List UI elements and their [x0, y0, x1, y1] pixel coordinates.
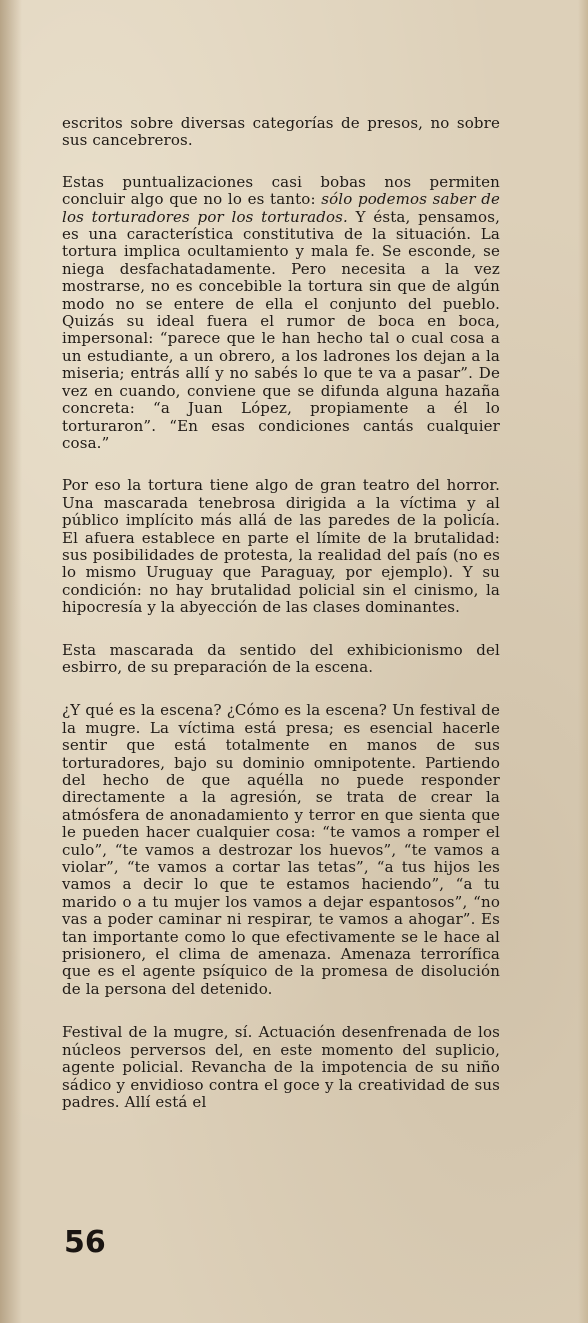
paragraph-2-rest: Y ésta, pensamos, es una característica constitutiva de la situación. La tortura implica ocultamiento y mala fe. Se esconde, se niega desfachatadamente. Pero necesita a la vez mostrarse, no es concebible la tortura sin que de algún modo no se entere de ella el conjunto del pueblo. Quizás su ideal fuera el rumor de boca en boca, impersonal: “parece que le han hecho tal o cual cosa a un estudiante, a un obrero, a los ladrones los dejan a la miseria; entrás allí y no sabés lo que te va a pasar”. De vez en cuando, conviene que se difunda alguna hazaña concreta: “a Juan López, propiamente a él lo torturaron”. “En esas condiciones cantás cualquier cosa.”: [62, 207, 500, 452]
page-edge-shadow-left: [0, 0, 22, 1323]
paragraph-2-lead: Estas puntualizaciones casi bobas nos permiten concluir algo que no lo es tanto:: [62, 172, 500, 209]
page-number: 56: [64, 1225, 106, 1260]
body-text: [62, 115, 500, 1111]
page-edge-shadow-right: [578, 0, 588, 1323]
paragraph-2: [62, 174, 500, 453]
paragraph-1: escritos sobre diversas categorías de presos, no sobre sus cancebreros.: [62, 114, 500, 150]
paragraph-5: ¿Y qué es la escena? ¿Cómo es la escena? Un festival de la mugre. La víctima está presa; es esencial hacerle sentir que está totalmente en manos de sus torturadores, bajo su dominio omnipotente. Partiendo del hecho de que aquélla no puede responder directamente a la agresión, se trata de crear la atmósfera de anonadamiento y terror en que sienta que le pueden hacer cualquier cosa: “te vamos a romper el culo”, “te vamos a destrozar los huevos”, “te vamos a violar”, “te vamos a cortar las tetas”, “a tus hijos les vamos a decir lo que te estamos haciendo”, “a tu marido o a tu mujer los vamos a dejar espantosos”, “no vas a poder caminar ni respirar, te vamos a ahogar”. Es tan importante como lo que efectivamente se le hace al prisionero, el clima de amenaza. Amenaza terrorífica que es el agente psíquico de la promesa de disolución de la persona del detenido.: [62, 701, 500, 998]
paragraph-2-emphasis: sólo podemos saber de los torturadores por los torturados.: [62, 190, 500, 226]
paragraph-4: Esta mascarada da sentido del exhibicionismo del esbirro, de su preparación de la escena.: [62, 640, 500, 676]
paragraph-3: Por eso la tortura tiene algo de gran teatro del horror. Una mascarada tenebrosa dirigida a la víctima y al público implícito más allá de las paredes de la policía. El afuera establece en parte el límite de la brutalidad: sus posibilidades de protesta, la realidad del país (no es lo mismo Uruguay que Paraguay, por ejemplo). Y su condición: no hay brutalidad policial sin el cinismo, la hipocresía y la abyección de las clases dominantes.: [62, 476, 500, 617]
paragraph-6: Festival de la mugre, sí. Actuación desenfrenada de los núcleos perversos del, en este momento del suplicio, agente policial. Revancha de la impotencia de su niño sádico y envidioso contra el goce y la creatividad de sus padres. Allí está el: [62, 1023, 500, 1111]
